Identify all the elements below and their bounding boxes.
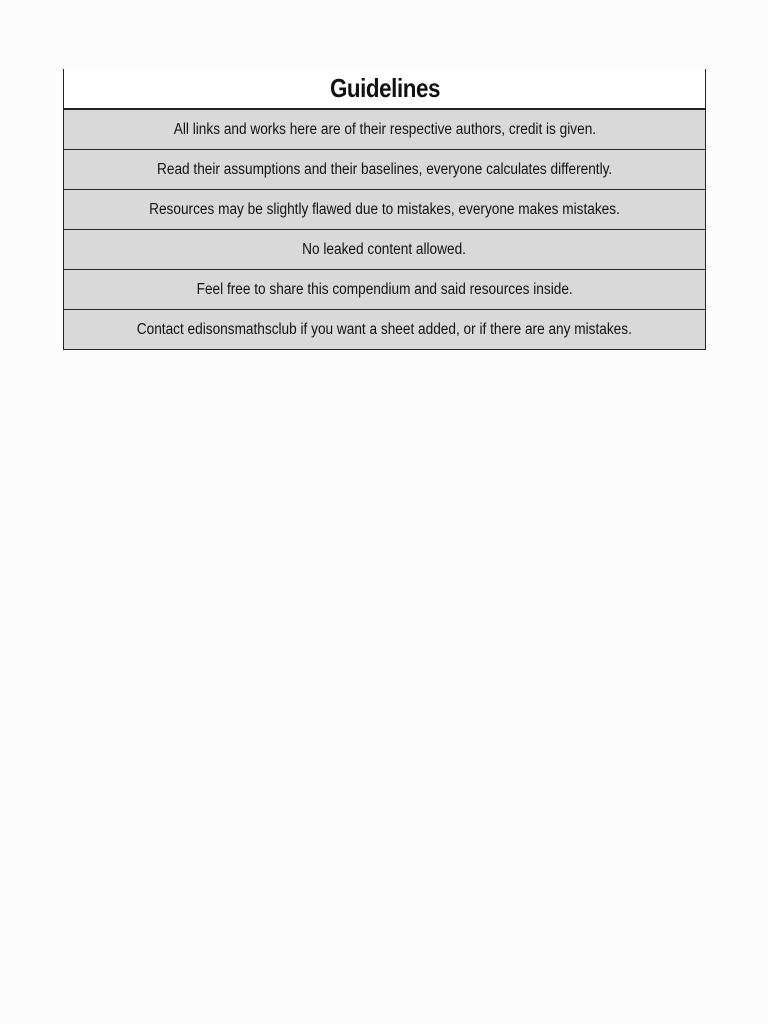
guidelines-title-cell <box>64 69 706 109</box>
table-row <box>64 270 706 310</box>
guideline-text: Contact edisonsmathsclub if you want a sheet added, or if there are any mistakes. <box>136 320 633 338</box>
guidelines-table <box>63 69 706 350</box>
guideline-cell <box>64 230 706 270</box>
guideline-text: Read their assumptions and their baselines, everyone calculates differently. <box>156 160 613 178</box>
guideline-cell <box>64 150 706 190</box>
guideline-cell <box>64 270 706 310</box>
table-row <box>64 190 706 230</box>
guideline-text: Resources may be slightly flawed due to mistakes, everyone makes mistakes. <box>149 200 620 218</box>
table-row <box>64 230 706 270</box>
table-row <box>64 109 706 150</box>
guideline-cell <box>64 310 706 350</box>
guideline-text: Feel free to share this compendium and said resources inside. <box>196 280 573 298</box>
guidelines-title: Guidelines <box>329 73 440 103</box>
table-header-row <box>64 69 706 109</box>
guideline-cell <box>64 109 706 150</box>
table-row <box>64 310 706 350</box>
guideline-text: All links and works here are of their respective authors, credit is given. <box>173 120 596 138</box>
table-row <box>64 150 706 190</box>
guideline-cell <box>64 190 706 230</box>
guideline-text: No leaked content allowed. <box>302 240 467 258</box>
